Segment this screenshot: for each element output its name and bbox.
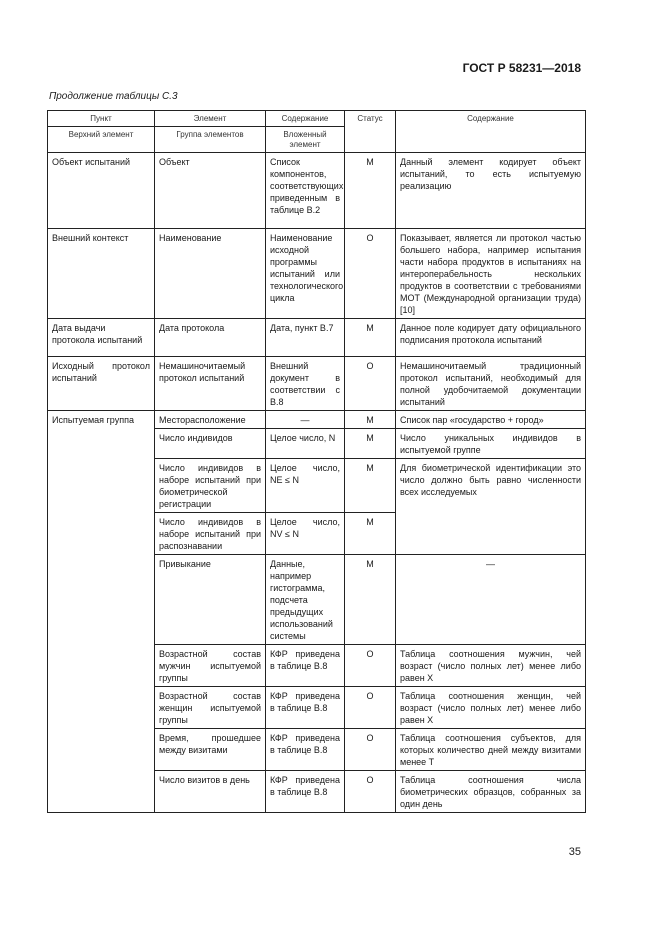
specification-table bbox=[47, 110, 586, 813]
status-cell: М bbox=[345, 153, 396, 229]
col-header-top-element: Верхний элемент bbox=[48, 127, 155, 153]
description-cell: Таблица соотношения субъектов, для которых количество дней между визитами менее T bbox=[396, 729, 586, 771]
nested-cell: Дата, пункт В.7 bbox=[266, 319, 345, 357]
nested-cell: Целое число, NE ≤ N bbox=[266, 459, 345, 513]
nested-cell: Наименование исходной программы испытаний или технологического цикла bbox=[266, 229, 345, 319]
nested-cell: Список компонентов, соответствующих приведенным в таблице В.2 bbox=[266, 153, 345, 229]
nested-cell: Данные, например гистограмма, подсчета предыдущих использований системы bbox=[266, 555, 345, 645]
document-id: ГОСТ Р 58231—2018 bbox=[462, 61, 581, 75]
description-cell: Таблица соотношения женщин, чей возраст (число полных лет) менее либо равен X bbox=[396, 687, 586, 729]
status-cell: О bbox=[345, 771, 396, 813]
col-header-group: Группа элементов bbox=[155, 127, 266, 153]
col-header-element: Элемент bbox=[155, 111, 266, 127]
col-header-content: Содержание bbox=[266, 111, 345, 127]
element-cell: Число индивидов bbox=[155, 429, 266, 459]
nested-cell: Целое число, N bbox=[266, 429, 345, 459]
table-row bbox=[48, 153, 586, 229]
nested-cell: КФР приведена в таблице В.8 bbox=[266, 645, 345, 687]
table-row bbox=[48, 229, 586, 319]
element-cell: Число индивидов в наборе испытаний при распознавании bbox=[155, 513, 266, 555]
top-element-cell: Дата выдачи протокола испытаний bbox=[48, 319, 155, 357]
description-cell: Данный элемент кодирует объект испытаний, то есть испытуемую реализацию bbox=[396, 153, 586, 229]
table-row bbox=[48, 319, 586, 357]
top-element-cell: Объект испытаний bbox=[48, 153, 155, 229]
top-element-cell: Внешний контекст bbox=[48, 229, 155, 319]
status-cell: М bbox=[345, 411, 396, 429]
element-cell: Месторасположение bbox=[155, 411, 266, 429]
element-cell: Число визитов в день bbox=[155, 771, 266, 813]
status-cell: М bbox=[345, 513, 396, 555]
description-cell: Список пар «государство + город» bbox=[396, 411, 586, 429]
element-cell: Привыкание bbox=[155, 555, 266, 645]
nested-cell: Внешний документ в соответствии с В.8 bbox=[266, 357, 345, 411]
nested-cell: КФР приведена в таблице В.8 bbox=[266, 729, 345, 771]
nested-cell: КФР приведена в таблице В.8 bbox=[266, 771, 345, 813]
page-number: 35 bbox=[568, 846, 581, 858]
status-cell: О bbox=[345, 687, 396, 729]
table-row bbox=[48, 357, 586, 411]
element-cell: Дата протокола bbox=[155, 319, 266, 357]
element-cell: Время, прошедшее между визитами bbox=[155, 729, 266, 771]
status-cell: М bbox=[345, 459, 396, 513]
status-cell: М bbox=[345, 429, 396, 459]
status-cell: О bbox=[345, 729, 396, 771]
col-header-description: Содержание bbox=[396, 111, 586, 153]
description-cell: Таблица соотношения мужчин, чей возраст (число полных лет) менее либо равен X bbox=[396, 645, 586, 687]
nested-cell: — bbox=[266, 411, 345, 429]
element-cell: Объект bbox=[155, 153, 266, 229]
status-cell: М bbox=[345, 555, 396, 645]
element-cell: Число индивидов в наборе испытаний при биометрической регистрации bbox=[155, 459, 266, 513]
element-cell: Немашиночитаемый протокол испытаний bbox=[155, 357, 266, 411]
element-cell: Наименование bbox=[155, 229, 266, 319]
top-element-cell: Испытуемая группа bbox=[48, 411, 155, 813]
table-row bbox=[48, 411, 586, 429]
description-cell: Данное поле кодирует дату официального подписания протокола испытаний bbox=[396, 319, 586, 357]
col-header-status: Статус bbox=[345, 111, 396, 153]
nested-cell: КФР приведена в таблице В.8 bbox=[266, 687, 345, 729]
top-element-cell: Исходный протокол испытаний bbox=[48, 357, 155, 411]
header-row-1 bbox=[48, 111, 586, 127]
element-cell: Возрастной состав мужчин испытуемой группы bbox=[155, 645, 266, 687]
nested-cell: Целое число, NV ≤ N bbox=[266, 513, 345, 555]
description-cell: — bbox=[396, 555, 586, 645]
status-cell: М bbox=[345, 319, 396, 357]
col-header-punkt: Пункт bbox=[48, 111, 155, 127]
status-cell: О bbox=[345, 645, 396, 687]
col-header-nested: Вложенный элемент bbox=[266, 127, 345, 153]
description-cell: Немашиночитаемый традиционный протокол испытаний, необходимый для полной удобочитаемой документации испытаний bbox=[396, 357, 586, 411]
description-cell: Показывает, является ли протокол частью большего набора, например испытания части набора продуктов в испытаниях на интероперабельность нескольких продуктов в соответствии с требованиями МОТ (Международной организации труда) [10] bbox=[396, 229, 586, 319]
element-cell: Возрастной состав женщин испытуемой группы bbox=[155, 687, 266, 729]
description-cell: Для биометрической идентификации это число должно быть равно численности всех исследуемых bbox=[396, 459, 586, 555]
status-cell: О bbox=[345, 357, 396, 411]
description-cell: Число уникальных индивидов в испытуемой группе bbox=[396, 429, 586, 459]
description-cell: Таблица соотношения числа биометрических образцов, собранных за один день bbox=[396, 771, 586, 813]
status-cell: О bbox=[345, 229, 396, 319]
table-caption: Продолжение таблицы С.3 bbox=[49, 91, 178, 102]
